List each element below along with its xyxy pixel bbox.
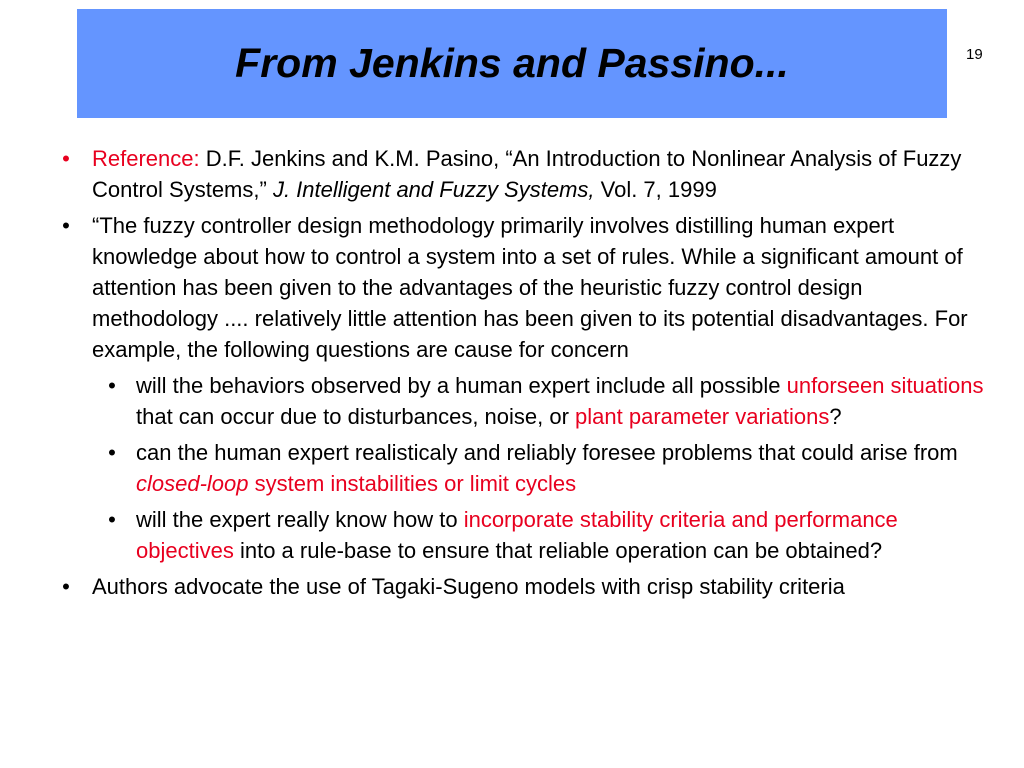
slide-title: From Jenkins and Passino... (235, 40, 789, 86)
reference-journal: J. Intelligent and Fuzzy Systems, (272, 177, 595, 202)
sub-bullet-closed-loop (56, 437, 986, 499)
bullet-marker: • (62, 213, 70, 238)
bullet-marker: • (62, 574, 70, 599)
sub1-part3: ? (829, 404, 842, 429)
bullet-marker: • (62, 146, 70, 171)
bullet-reference (56, 143, 986, 205)
slide-body (56, 143, 986, 607)
sub-bullet-stability (56, 504, 986, 566)
sub1-highlight1: unforseen situations (786, 373, 984, 398)
sub3-part1: will the expert really know how to (136, 507, 464, 532)
bullet-quote (56, 210, 986, 365)
sub1-highlight2: plant parameter variations (575, 404, 830, 429)
sub-bullet-marker: • (108, 373, 116, 398)
sub3-highlight: incorporate stability criteria and performance objectives (136, 507, 898, 563)
sub1-part1: will the behaviors observed by a human expert include all possible (136, 373, 787, 398)
sub2-part1: can the human expert realisticaly and reliably foresee problems that could arise from (136, 440, 958, 465)
sub1-part2: that can occur due to disturbances, noise, or (136, 404, 576, 429)
sub2-highlight-italic: closed-loop (136, 471, 249, 496)
page-number: 19 (966, 46, 983, 63)
reference-authors: D.F. Jenkins and K.M. Pasino, “An Introduction to Nonlinear Analysis of Fuzzy Control Systems,” (92, 146, 962, 202)
sub-bullet-unforseen (56, 370, 986, 432)
sub2-highlight: system instabilities or limit cycles (248, 471, 577, 496)
quote-text: “The fuzzy controller design methodology primarily involves distilling human expert knowledge about how to control a system into a set of rules. While a significant amount of attention has been given to the advantages of the heuristic fuzzy control design methodology .... relatively little attention has been given to its potential disadvantages. For example, the following questions are cause for concern (92, 213, 968, 362)
sub-bullet-marker: • (108, 507, 116, 532)
bullet-authors (56, 571, 986, 602)
authors-text: Authors advocate the use of Tagaki-Sugeno models with crisp stability criteria (92, 574, 845, 599)
reference-volume: Vol. 7, 1999 (594, 177, 717, 202)
title-bar (77, 9, 947, 118)
sub3-part2: into a rule-base to ensure that reliable operation can be obtained? (233, 538, 883, 563)
sub-bullet-marker: • (108, 440, 116, 465)
reference-label: Reference: (92, 146, 200, 171)
